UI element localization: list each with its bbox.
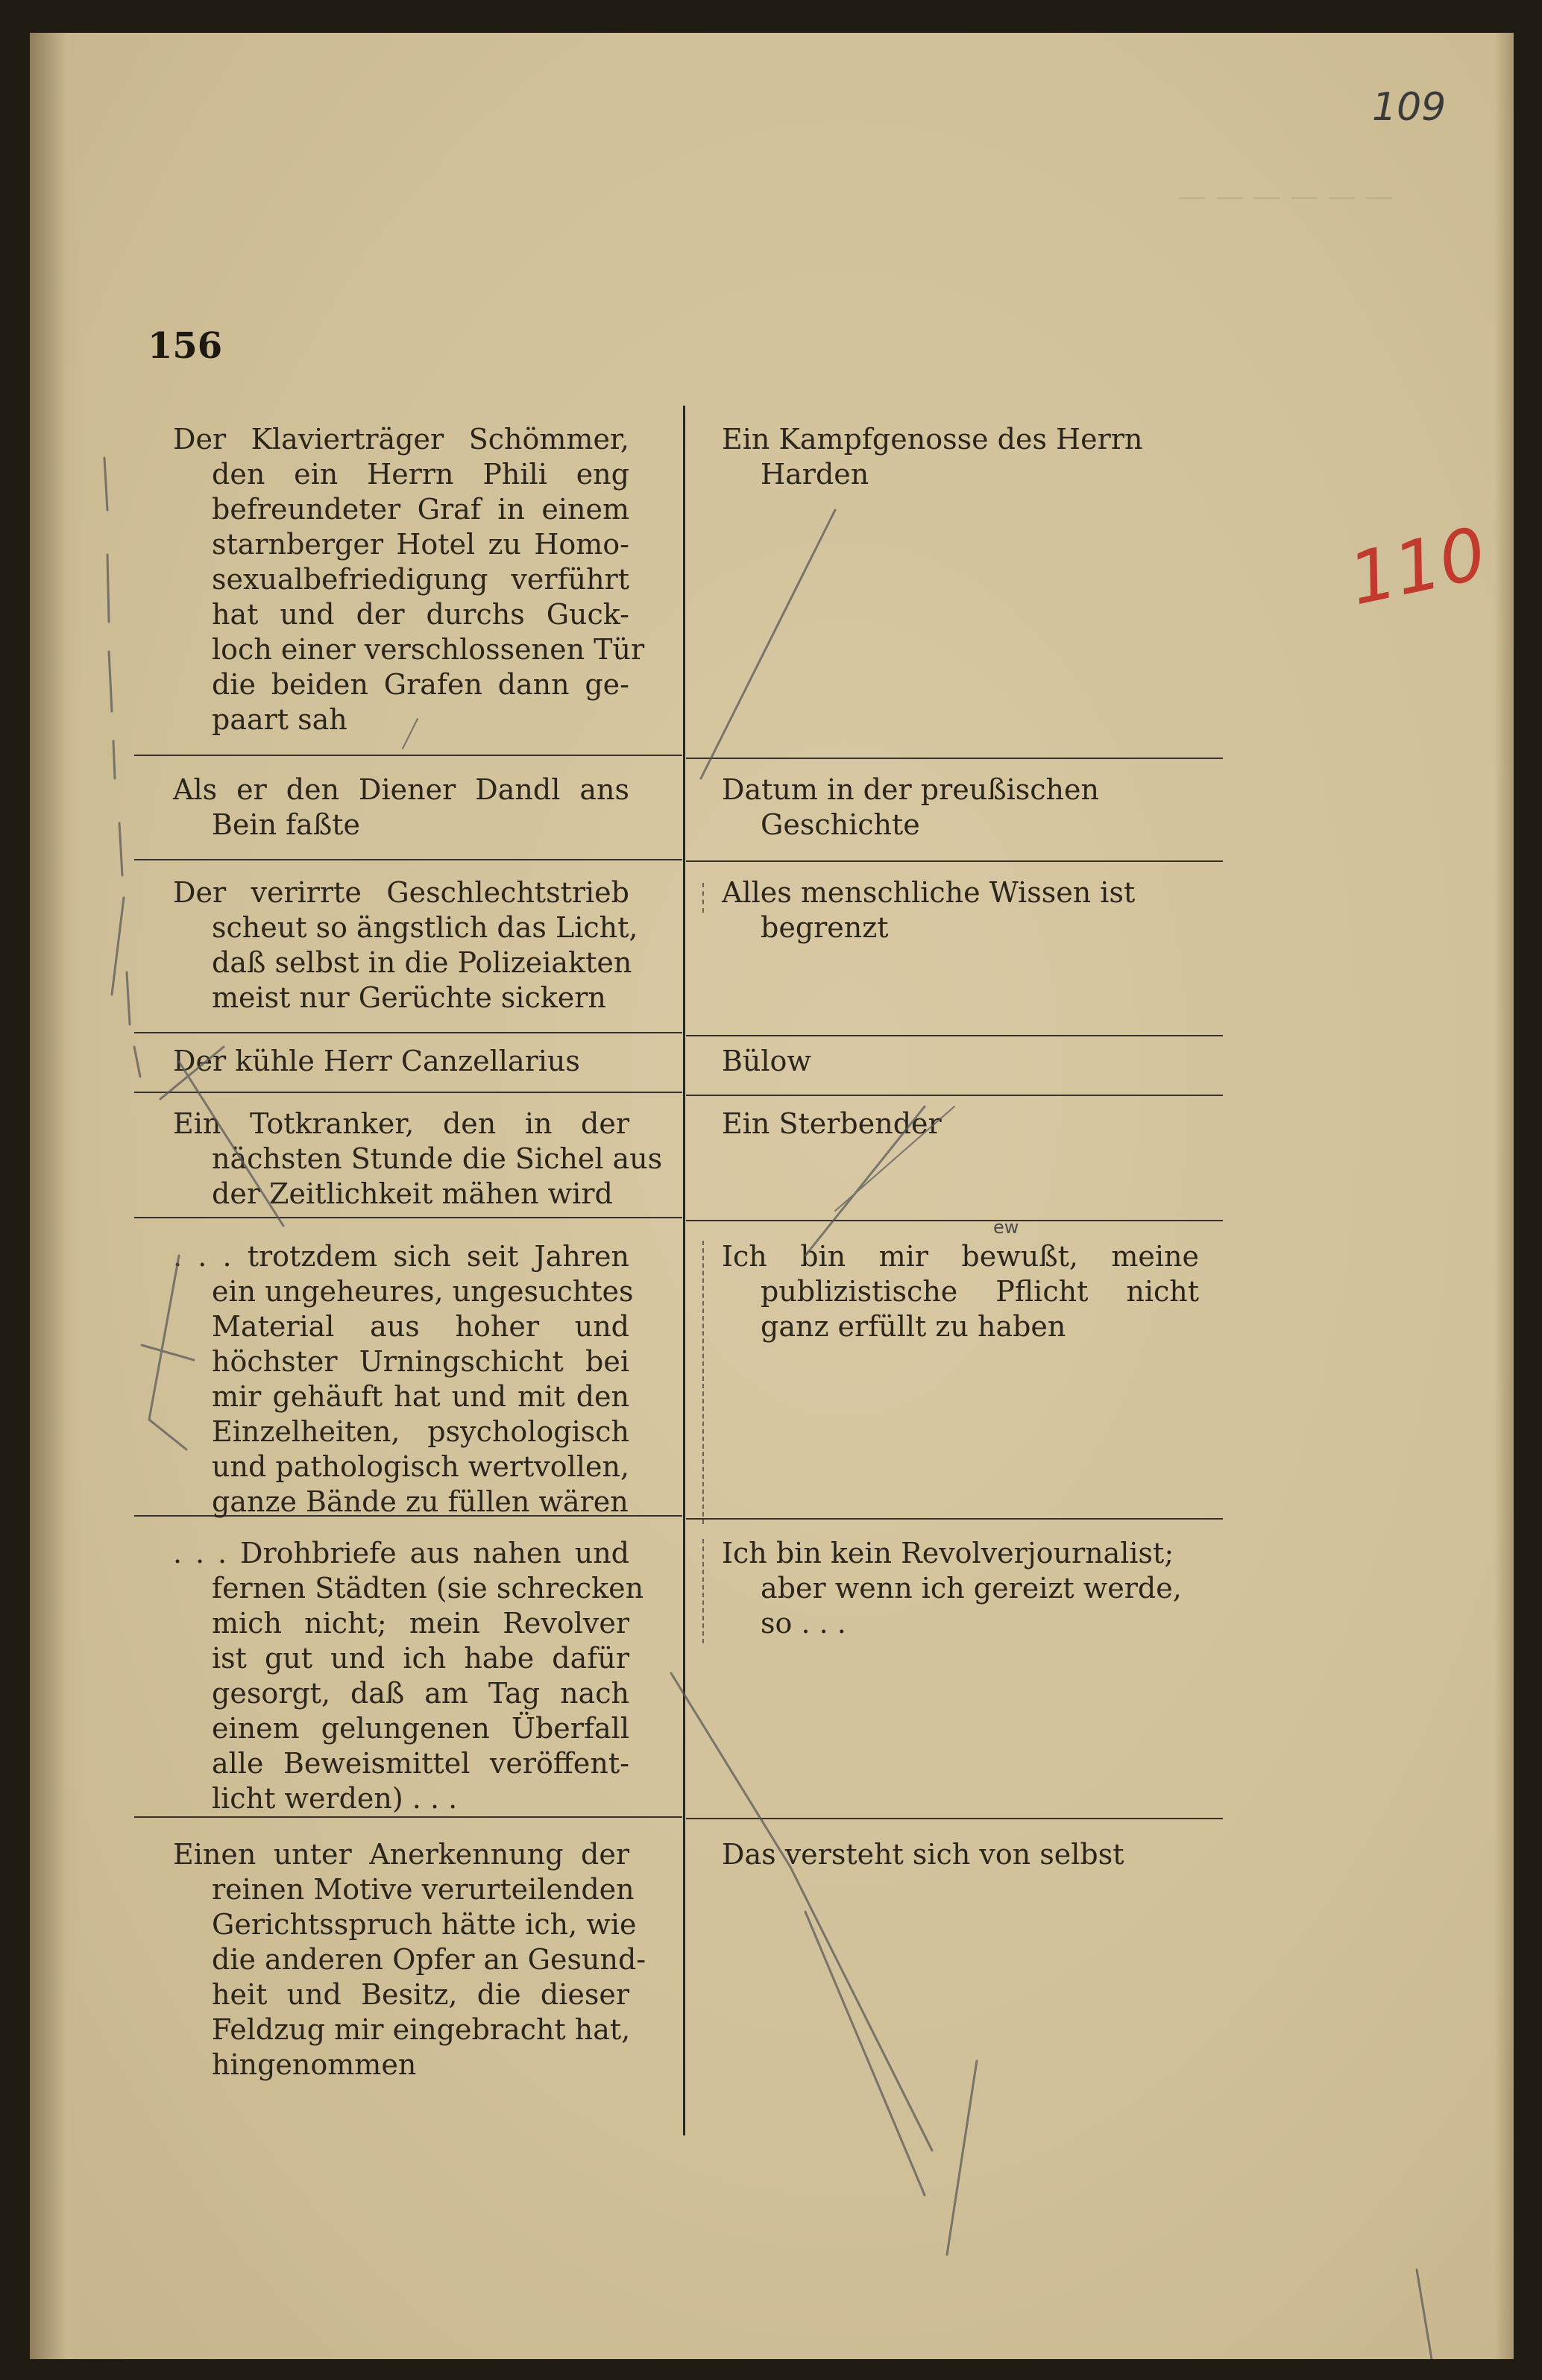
text-line: . . . Drohbriefe aus nahen und: [173, 1537, 629, 1570]
text-line: hingenommen: [212, 2048, 417, 2081]
text-line: Der kühle Herr Canzellarius: [173, 1045, 580, 1077]
text-line: Datum in der preußischen: [722, 773, 1099, 806]
text-line: gesorgt, daß am Tag nach: [212, 1677, 629, 1710]
pencil-slash: [805, 1106, 925, 1256]
text-line: einem gelungenen Überfall: [212, 1712, 629, 1745]
text-line: fernen Städten (sie schrecken: [212, 1572, 644, 1605]
text-line: licht werden) . . .: [212, 1782, 458, 1815]
text-line: Ein Kampfgenosse des Herrn: [722, 423, 1143, 456]
text-line: Gerichtsspruch hätte ich, wie: [212, 1908, 637, 1941]
text-line: ist gut und ich habe dafür: [212, 1642, 629, 1675]
text-line: befreundeter Graf in einem: [212, 493, 629, 526]
red-pencil-annotation: 110: [1342, 511, 1494, 622]
margin-pencil-mark: [119, 823, 122, 875]
margin-pencil-mark: [107, 555, 109, 622]
text-line: ein ungeheures, ungesuchtes: [212, 1275, 634, 1308]
text-line: der Zeitlichkeit mähen wird: [212, 1177, 613, 1210]
pencil-slash: [701, 510, 835, 778]
text-line: und pathologisch wertvollen,: [212, 1450, 629, 1483]
margin-pencil-mark: [113, 741, 115, 778]
pencil-correction: ew: [993, 1217, 1019, 1238]
text-line: hat und der durchs Guck-: [212, 598, 629, 631]
text-line: reinen Motive verurteilenden: [212, 1873, 635, 1906]
handwritten-folio: 109: [1372, 85, 1447, 130]
text-line: so . . .: [761, 1607, 846, 1640]
pencil-slash: [805, 1912, 925, 2195]
text-line: alle Beweismittel veröffent-: [212, 1747, 629, 1780]
text-line: Der verirrte Geschlechtstrieb: [173, 876, 629, 909]
text-line: Das versteht sich von selbst: [722, 1838, 1124, 1871]
bleed-through: — — — — — —: [1178, 180, 1394, 212]
text-line: ganz erfüllt zu haben: [761, 1310, 1066, 1343]
margin-pencil-mark: [104, 458, 107, 510]
text-line: Harden: [761, 458, 869, 491]
text-line: Als er den Diener Dandl ans: [173, 773, 629, 806]
book-page: [30, 33, 1514, 2359]
text-line: mich nicht; mein Revolver: [212, 1607, 629, 1640]
text-line: ganze Bände zu füllen wären: [212, 1485, 629, 1518]
text-line: Feldzug mir eingebracht hat,: [212, 2013, 631, 2046]
text-line: Ein Sterbender: [722, 1107, 942, 1140]
page-number: 156: [148, 325, 223, 367]
text-line: sexualbefriedigung verführt: [212, 563, 629, 596]
text-line: nächsten Stunde die Sichel aus: [212, 1142, 663, 1175]
text-line: . . . trotzdem sich seit Jahren: [173, 1240, 629, 1273]
text-line: mir gehäuft hat und mit den: [212, 1380, 629, 1413]
text-line: aber wenn ich gereizt werde,: [761, 1572, 1182, 1605]
text-line: Material aus hoher und: [212, 1310, 629, 1343]
pencil-slash: [947, 2061, 977, 2255]
pencil-markings: [30, 33, 1514, 2359]
text-line: publizistische Pflicht nicht: [761, 1275, 1199, 1308]
text-line: loch einer verschlossenen Tür: [212, 633, 645, 666]
text-line: die beiden Grafen dann ge-: [212, 668, 629, 701]
text-line: Einen unter Anerkennung der: [173, 1838, 629, 1871]
pencil-slash: [1417, 2270, 1432, 2359]
text-line: starnberger Hotel zu Homo-: [212, 528, 629, 561]
text-line: daß selbst in die Polizeiakten: [212, 946, 632, 979]
text-line: paart sah: [212, 703, 347, 736]
text-line: Alles menschliche Wissen ist: [722, 876, 1136, 909]
text-line: Ein Totkranker, den in der: [173, 1107, 629, 1140]
text-line: Einzelheiten, psychologisch: [212, 1415, 629, 1448]
text-line: meist nur Gerüchte sickern: [212, 981, 606, 1014]
pencil-slash: [142, 1345, 194, 1360]
pencil-slash: [160, 1047, 224, 1099]
pencil-slash: [671, 1673, 932, 2150]
text-line: den ein Herrn Phili eng: [212, 458, 629, 491]
margin-pencil-mark: [127, 972, 130, 1024]
margin-pencil-mark: [112, 898, 124, 995]
text-line: höchster Urningschicht bei: [212, 1345, 629, 1378]
pencil-slash: [835, 1106, 954, 1211]
pencil-slash: [403, 719, 418, 749]
text-line: Ich bin kein Revolverjournalist;: [722, 1537, 1174, 1570]
text-line: Bülow: [722, 1045, 811, 1077]
text-line: die anderen Opfer an Gesund-: [212, 1943, 646, 1976]
margin-pencil-mark: [134, 1047, 140, 1077]
text-line: Der Klavierträger Schömmer,: [173, 423, 629, 456]
text-line: scheut so ängstlich das Licht,: [212, 911, 638, 944]
text-line: Ich bin mir bewußt, meine: [722, 1240, 1199, 1273]
text-line: begrenzt: [761, 911, 889, 944]
text-line: Geschichte: [761, 808, 920, 841]
margin-pencil-mark: [109, 652, 112, 711]
text-line: heit und Besitz, die dieser: [212, 1978, 629, 2011]
text-line: Bein faßte: [212, 808, 360, 841]
pencil-slash: [179, 1062, 283, 1226]
